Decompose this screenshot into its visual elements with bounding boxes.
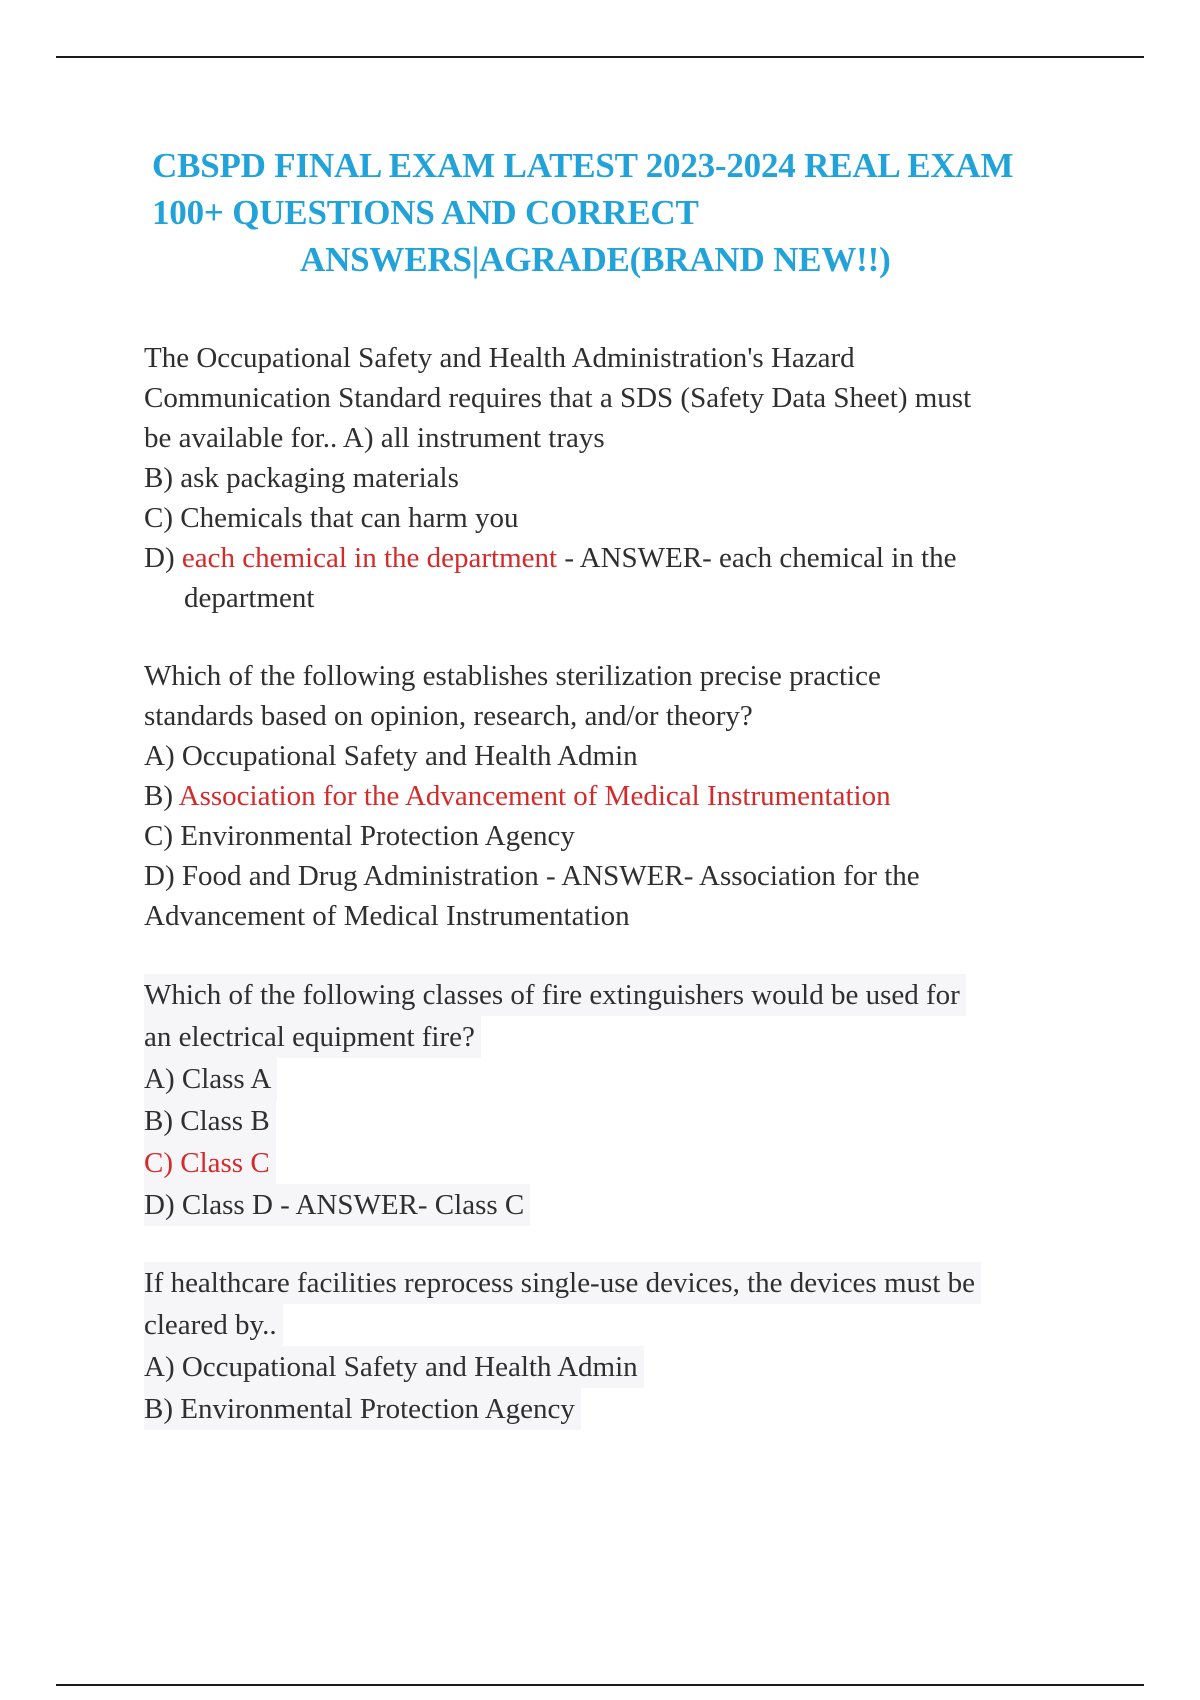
bottom-rule: [56, 1684, 1144, 1686]
top-rule: [56, 56, 1144, 58]
question-2: [144, 656, 1094, 936]
q2-option-b-prefix: B): [144, 780, 179, 812]
q1-answer-text-cont: department: [184, 582, 315, 614]
q2-option-a: A) Occupational Safety and Health Admin: [144, 740, 638, 772]
q1-answer-text: - ANSWER- each chemical in the: [557, 542, 957, 574]
q1-option-d: [144, 538, 1094, 578]
q3-option-d: D) Class D - ANSWER- Class C: [144, 1184, 530, 1226]
q2-option-b: [144, 776, 1094, 816]
q1-option-d-prefix: D): [144, 542, 182, 574]
q3-stem-line-2: an electrical equipment fire?: [144, 1016, 481, 1058]
q2-stem-line-1: Which of the following establishes sterilization precise practice: [144, 660, 881, 692]
q3-option-a: A) Class A: [144, 1058, 277, 1100]
q1-correct-answer-highlight: each chemical in the department: [181, 542, 558, 574]
title-line-3: ANSWERS|AGRADE(BRAND NEW!!): [300, 240, 891, 279]
title-line-2: 100+ QUESTIONS AND CORRECT: [152, 193, 699, 232]
q1-stem-line-2: Communication Standard requires that a SDS (Safety Data Sheet) must: [144, 382, 972, 414]
q4-stem-line-2: cleared by..: [144, 1304, 283, 1346]
q3-option-c-correct: C) Class C: [144, 1142, 276, 1184]
question-1: [144, 338, 1094, 618]
question-3: [144, 974, 1094, 1226]
q3-option-b: B) Class B: [144, 1100, 276, 1142]
q2-correct-answer-highlight: Association for the Advancement of Medical Instrumentation: [178, 780, 891, 812]
q4-stem-line-1: If healthcare facilities reprocess single-use devices, the devices must be: [144, 1262, 981, 1304]
q2-stem-line-2: standards based on opinion, research, and/or theory?: [144, 700, 753, 732]
question-4: [144, 1262, 1094, 1430]
q4-option-a: A) Occupational Safety and Health Admin: [144, 1346, 644, 1388]
q1-stem-line-1: The Occupational Safety and Health Administration's Hazard: [144, 342, 855, 374]
title-line-1: CBSPD FINAL EXAM LATEST 2023-2024 REAL EXAM: [152, 146, 1014, 185]
q1-stem-line-3: be available for.. A) all instrument trays: [144, 422, 605, 454]
q1-option-b: B) ask packaging materials: [144, 462, 459, 494]
q2-option-c: C) Environmental Protection Agency: [144, 820, 575, 852]
q1-option-c: C) Chemicals that can harm you: [144, 502, 519, 534]
q3-stem-line-1: Which of the following classes of fire extinguishers would be used for: [144, 974, 966, 1016]
q2-option-d-cont: Advancement of Medical Instrumentation: [144, 900, 630, 932]
q4-option-b: B) Environmental Protection Agency: [144, 1388, 581, 1430]
document-title: [152, 142, 1112, 283]
q2-option-d: D) Food and Drug Administration - ANSWER- Association for the: [144, 860, 920, 892]
